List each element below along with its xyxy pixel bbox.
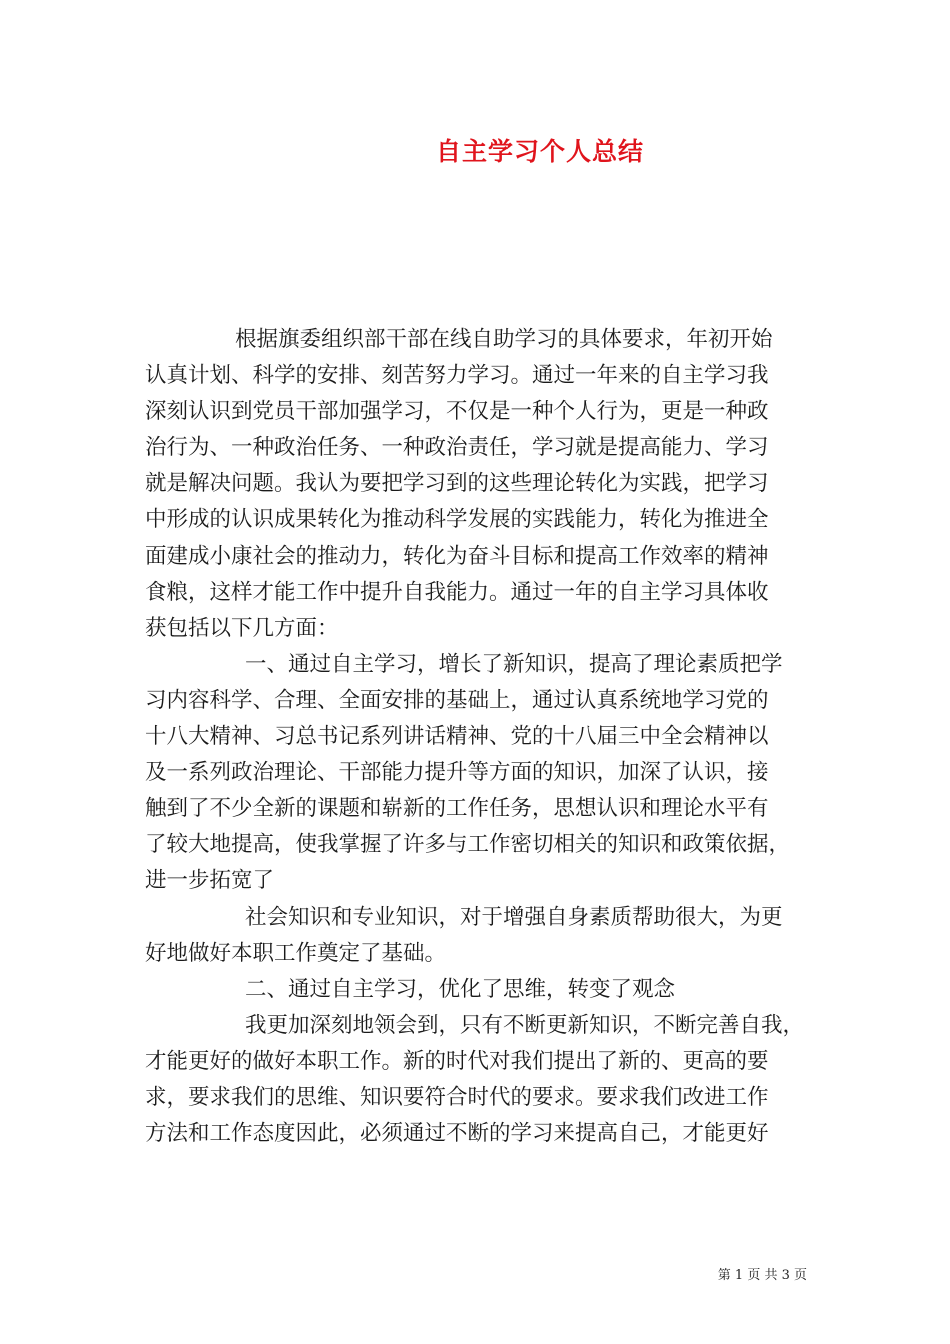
- paragraph-line: 一、通过自主学习，增长了新知识，提高了理论素质把学: [245, 651, 783, 677]
- paragraph-line: 面建成小康社会的推动力，转化为奋斗目标和提高工作效率的精神: [145, 543, 769, 569]
- paragraph-line: 治行为、一种政治任务、一种政治责任，学习就是提高能力、学习: [145, 435, 769, 461]
- paragraph-line: 认真计划、科学的安排、刻苦努力学习。通过一年来的自主学习我: [145, 363, 769, 389]
- section-heading: 二、通过自主学习，优化了思维，转变了观念: [245, 976, 676, 1002]
- paragraph-line: 十八大精神、习总书记系列讲话精神、党的十八届三中全会精神以: [145, 724, 769, 750]
- paragraph-line: 及一系列政治理论、干部能力提升等方面的知识，加深了认识，接: [145, 760, 769, 786]
- paragraph-line: 获包括以下几方面：: [145, 615, 339, 641]
- paragraph-line: 求，要求我们的思维、知识要符合时代的要求。要求我们改进工作: [145, 1084, 769, 1110]
- paragraph-line: 我更加深刻地领会到，只有不断更新知识，不断完善自我，: [245, 1012, 805, 1038]
- paragraph-line: 深刻认识到党员干部加强学习，不仅是一种个人行为，更是一种政: [145, 399, 769, 425]
- paragraph-line: 根据旗委组织部干部在线自助学习的具体要求，年初开始: [235, 327, 773, 352]
- paragraph-line: 食粮，这样才能工作中提升自我能力。通过一年的自主学习具体收: [145, 579, 769, 605]
- paragraph-line: 好地做好本职工作奠定了基础。: [145, 940, 447, 966]
- paragraph-line: 中形成的认识成果转化为推动科学发展的实践能力，转化为推进全: [145, 507, 769, 533]
- paragraph-line: 了较大地提高，使我掌握了许多与工作密切相关的知识和政策依据，: [145, 832, 791, 858]
- paragraph-line: 触到了不少全新的课题和崭新的工作任务，思想认识和理论水平有: [145, 796, 769, 822]
- paragraph-line: 进一步拓宽了: [145, 868, 275, 894]
- paragraph-line: 才能更好的做好本职工作。新的时代对我们提出了新的、更高的要: [145, 1048, 769, 1074]
- paragraph-line: 就是解决问题。我认为要把学习到的这些理论转化为实践，把学习: [145, 471, 769, 497]
- paragraph-line: 方法和工作态度因此，必须通过不断的学习来提高自己，才能更好: [145, 1121, 769, 1147]
- page-number: 第 1 页 共 3 页: [717, 1268, 807, 1283]
- document-title: 自主学习个人总结: [435, 137, 644, 166]
- document-body: [145, 322, 810, 1152]
- paragraph-line: 习内容科学、合理、全面安排的基础上，通过认真系统地学习党的: [145, 687, 769, 713]
- paragraph-line: 社会知识和专业知识，对于增强自身素质帮助很大，为更: [245, 904, 783, 930]
